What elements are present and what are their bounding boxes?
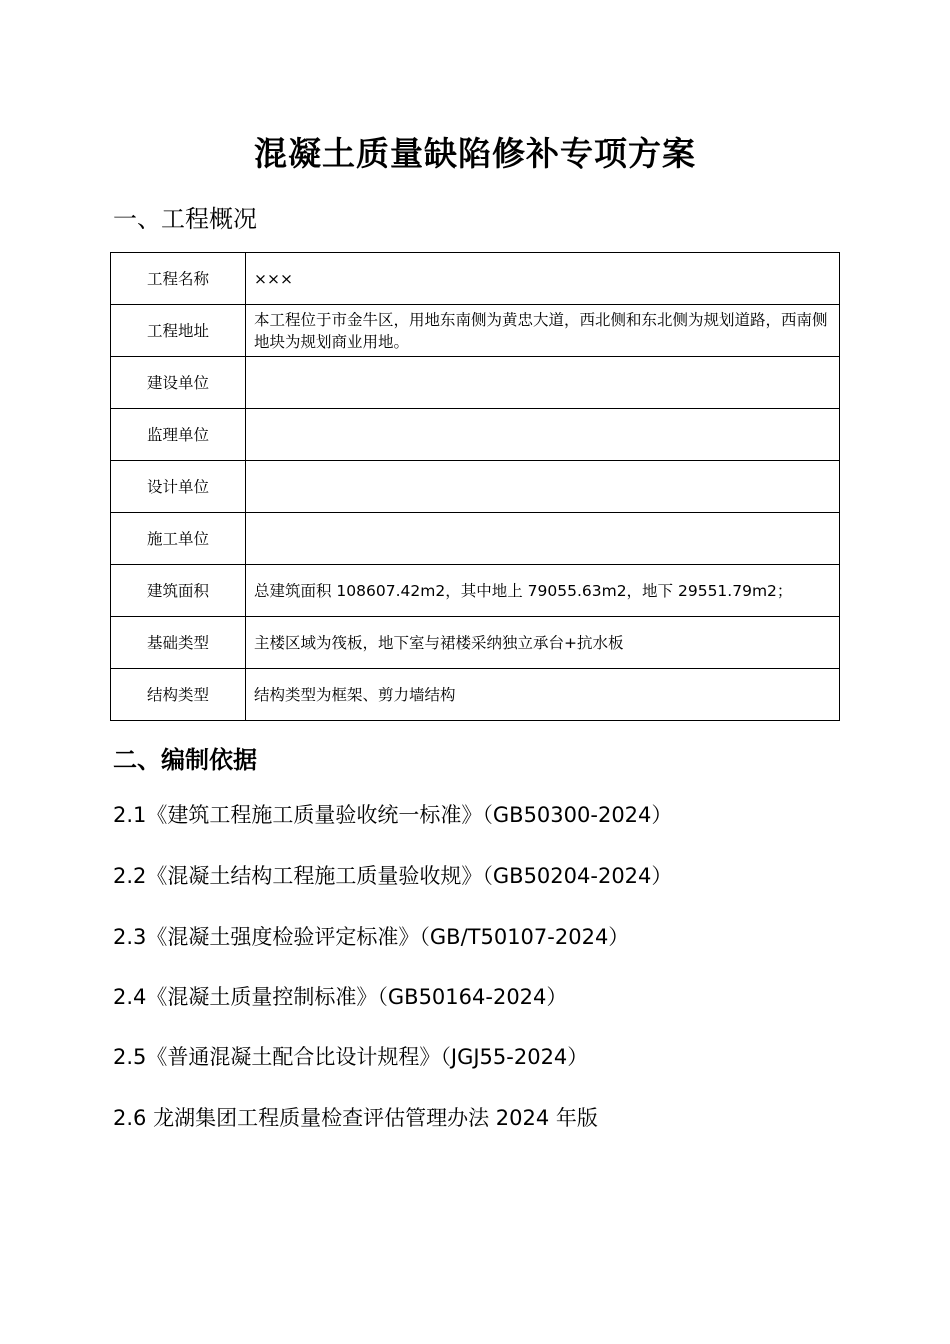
project-info-table <box>110 252 840 721</box>
row-value-contractor <box>246 513 840 565</box>
row-value-owner <box>246 357 840 409</box>
row-value-foundation-type: 主楼区域为筏板，地下室与裙楼采纳独立承台+抗水板 <box>246 617 840 669</box>
table-row <box>111 565 840 617</box>
basis-item-2-2: 2.2《混凝土结构工程施工质量验收规》（GB50204-2024） <box>113 864 673 888</box>
row-value-structure-type: 结构类型为框架、剪力墙结构 <box>246 669 840 721</box>
row-value-project-name: ××× <box>246 253 840 305</box>
row-label-owner: 建设单位 <box>111 357 246 409</box>
row-label-foundation-type: 基础类型 <box>111 617 246 669</box>
row-value-project-address: 本工程位于市金牛区，用地东南侧为黄忠大道，西北侧和东北侧为规划道路，西南侧地块为规划商业用地。 <box>246 305 840 357</box>
basis-item-2-4: 2.4《混凝土质量控制标准》（GB50164-2024） <box>113 985 568 1009</box>
table-row <box>111 357 840 409</box>
basis-item-2-3: 2.3《混凝土强度检验评定标准》（GB/T50107-2024） <box>113 925 630 949</box>
section-heading-overview: 一、工程概况 <box>113 205 257 233</box>
table-row <box>111 513 840 565</box>
row-value-supervisor <box>246 409 840 461</box>
table-row <box>111 409 840 461</box>
row-label-project-address: 工程地址 <box>111 305 246 357</box>
table-row <box>111 253 840 305</box>
section-heading-basis: 二、编制依据 <box>113 746 257 774</box>
document-title: 混凝土质量缺陷修补专项方案 <box>254 134 696 173</box>
table-row <box>111 617 840 669</box>
row-label-structure-type: 结构类型 <box>111 669 246 721</box>
table-row <box>111 461 840 513</box>
row-value-designer <box>246 461 840 513</box>
table-row <box>111 669 840 721</box>
row-label-building-area: 建筑面积 <box>111 565 246 617</box>
row-label-contractor: 施工单位 <box>111 513 246 565</box>
basis-item-2-6: 2.6 龙湖集团工程质量检查评估管理办法 2024 年版 <box>113 1106 598 1130</box>
table-row <box>111 305 840 357</box>
row-label-designer: 设计单位 <box>111 461 246 513</box>
basis-item-2-5: 2.5《普通混凝土配合比设计规程》（JGJ55-2024） <box>113 1045 589 1069</box>
row-value-building-area: 总建筑面积 108607.42m2，其中地上 79055.63m2，地下 29551.79m2； <box>246 565 840 617</box>
row-label-project-name: 工程名称 <box>111 253 246 305</box>
row-label-supervisor: 监理单位 <box>111 409 246 461</box>
basis-item-2-1: 2.1《建筑工程施工质量验收统一标准》（GB50300-2024） <box>113 803 673 827</box>
